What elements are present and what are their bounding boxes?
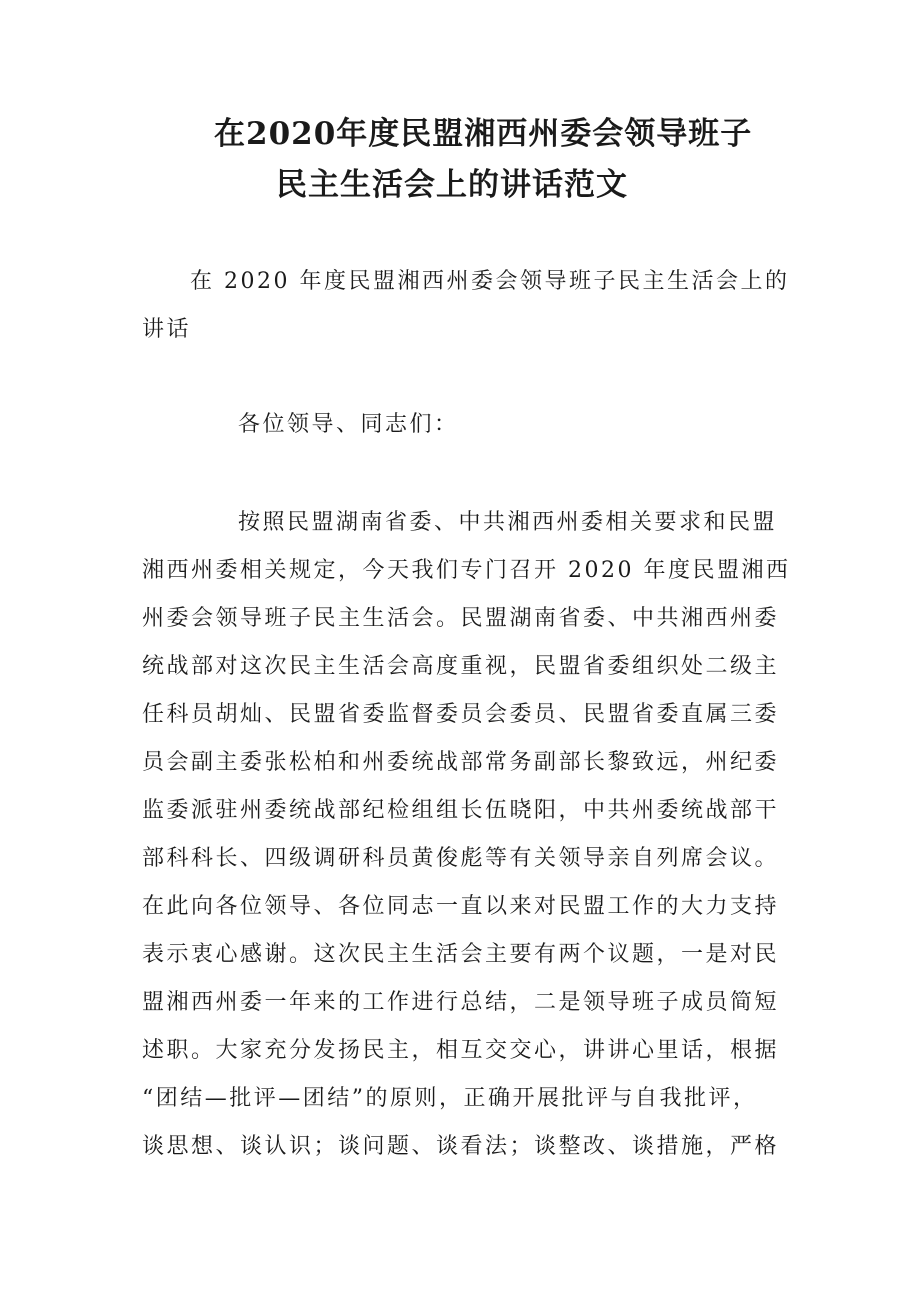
body-line-3: 州委会领导班子民主生活会。民盟湖南省委、中共湘西州委 — [142, 606, 780, 631]
body-line-11: 盟湘西州委一年来的工作进行总结，二是领导班子成员简短 — [142, 990, 780, 1015]
document-title-line-1: 在2020年度民盟湘西州委会领导班子 — [214, 116, 753, 152]
body-line-2: 湘西州委相关规定，今天我们专门召开 2020 年度民盟湘西 — [142, 558, 791, 583]
body-line-12: 述职。大家充分发扬民主，相互交交心，讲讲心里话，根据 — [142, 1038, 780, 1063]
subtitle-line-1: 在 2020 年度民盟湘西州委会领导班子民主生活会上的 — [190, 269, 790, 294]
document-title-line-2: 民主生活会上的讲话范文 — [276, 167, 628, 203]
body-line-13: “团结—批评—团结”的原则，正确开展批评与自我批评， — [142, 1086, 758, 1111]
subtitle-line-2: 讲话 — [142, 317, 192, 342]
body-line-8: 部科科长、四级调研科员黄俊彪等有关领导亲自列席会议。 — [142, 846, 780, 871]
salutation: 各位领导、同志们： — [238, 412, 459, 437]
body-line-9: 在此向各位领导、各位同志一直以来对民盟工作的大力支持 — [142, 894, 780, 919]
body-line-14: 谈思想、谈认识；谈问题、谈看法；谈整改、谈措施，严格 — [142, 1134, 780, 1159]
body-line-4: 统战部对这次民主生活会高度重视，民盟省委组织处二级主 — [142, 654, 780, 679]
body-line-10: 表示衷心感谢。这次民主生活会主要有两个议题，一是对民 — [142, 942, 780, 967]
body-line-1: 按照民盟湖南省委、中共湘西州委相关要求和民盟 — [238, 510, 778, 535]
body-line-5: 任科员胡灿、民盟省委监督委员会委员、民盟省委直属三委 — [142, 702, 780, 727]
body-line-7: 监委派驻州委统战部纪检组组长伍晓阳，中共州委统战部干 — [142, 798, 780, 823]
body-line-6: 员会副主委张松柏和州委统战部常务副部长黎致远，州纪委 — [142, 750, 780, 775]
